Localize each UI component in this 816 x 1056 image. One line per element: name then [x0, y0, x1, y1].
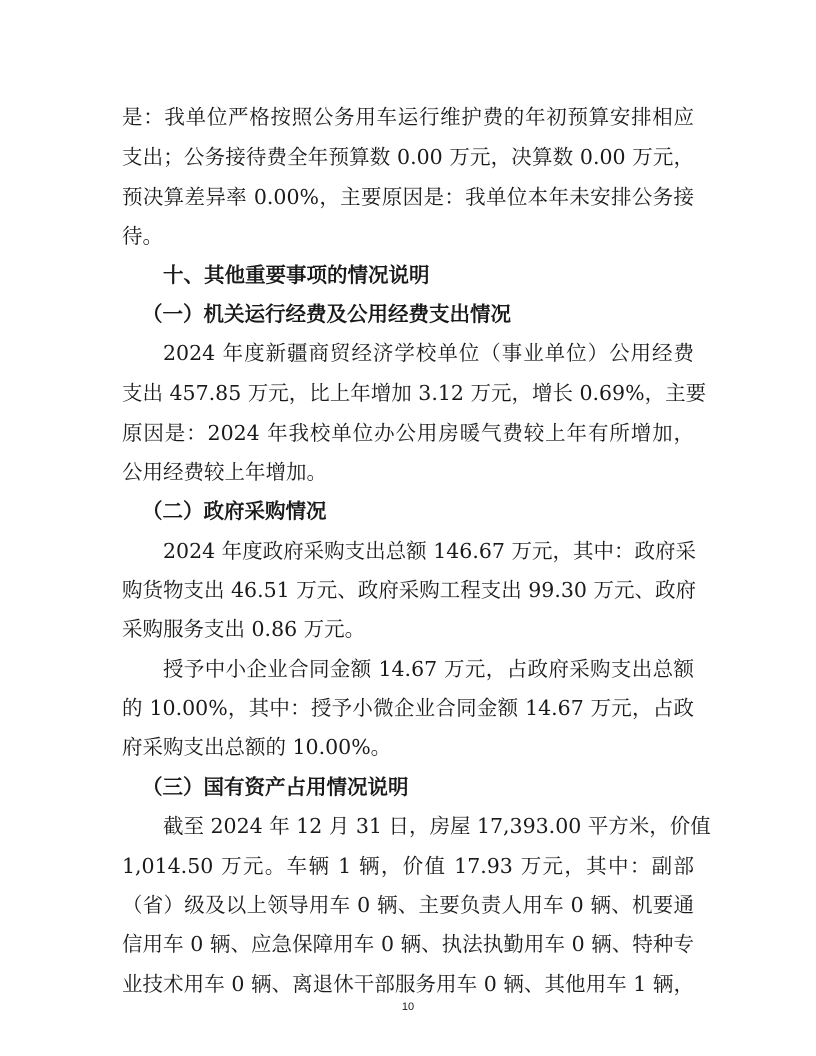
- paragraph-line: 购货物支出 46.51 万元、政府采购工程支出 99.30 万元、政府: [122, 578, 696, 602]
- paragraph-line: 2024 年度政府采购支出总额 146.67 万元，其中：政府采: [163, 539, 696, 563]
- paragraph-line: 待。: [122, 224, 163, 248]
- paragraph-line: 支出；公务接待费全年预算数 0.00 万元，决算数 0.00 万元，: [122, 145, 694, 169]
- paragraph-line: 原因是：2024 年我校单位办公用房暖气费较上年有所增加，: [122, 421, 694, 445]
- subsection-heading: （三）国有资产占用情况说明: [142, 775, 409, 799]
- paragraph-line: 截至 2024 年 12 月 31 日，房屋 17,393.00 平方米，价值: [163, 814, 711, 838]
- section-heading: 十、其他重要事项的情况说明: [163, 263, 430, 287]
- paragraph-line: 1,014.50 万元。车辆 1 辆，价值 17.93 万元，其中：副部: [122, 854, 694, 878]
- paragraph-line: （省）级及以上领导用车 0 辆、主要负责人用车 0 辆、机要通: [122, 893, 694, 917]
- paragraph-line: 公用经费较上年增加。: [122, 460, 327, 484]
- subsection-heading: （一）机关运行经费及公用经费支出情况: [142, 302, 511, 326]
- paragraph-line: 预决算差异率 0.00%，主要原因是：我单位本年未安排公务接: [122, 185, 694, 209]
- paragraph-line: 的 10.00%，其中：授予小微企业合同金额 14.67 万元，占政: [122, 696, 694, 720]
- paragraph-line: 支出 457.85 万元，比上年增加 3.12 万元，增长 0.69%，主要: [122, 381, 707, 405]
- page-number: 10: [401, 1001, 415, 1013]
- paragraph-line: 业技术用车 0 辆、离退休干部服务用车 0 辆、其他用车 1 辆，: [122, 972, 694, 996]
- paragraph-line: 2024 年度新疆商贸经济学校单位（事业单位）公用经费: [163, 341, 694, 365]
- paragraph-line: 授予中小企业合同金额 14.67 万元，占政府采购支出总额: [163, 657, 694, 681]
- paragraph-line: 信用车 0 辆、应急保障用车 0 辆、执法执勤用车 0 辆、特种专: [122, 932, 694, 956]
- paragraph-line: 采购服务支出 0.86 万元。: [122, 617, 366, 641]
- subsection-heading: （二）政府采购情况: [142, 499, 327, 523]
- paragraph-line: 府采购支出总额的 10.00%。: [122, 735, 392, 759]
- paragraph-line: 是：我单位严格按照公务用车运行维护费的年初预算安排相应: [122, 105, 694, 129]
